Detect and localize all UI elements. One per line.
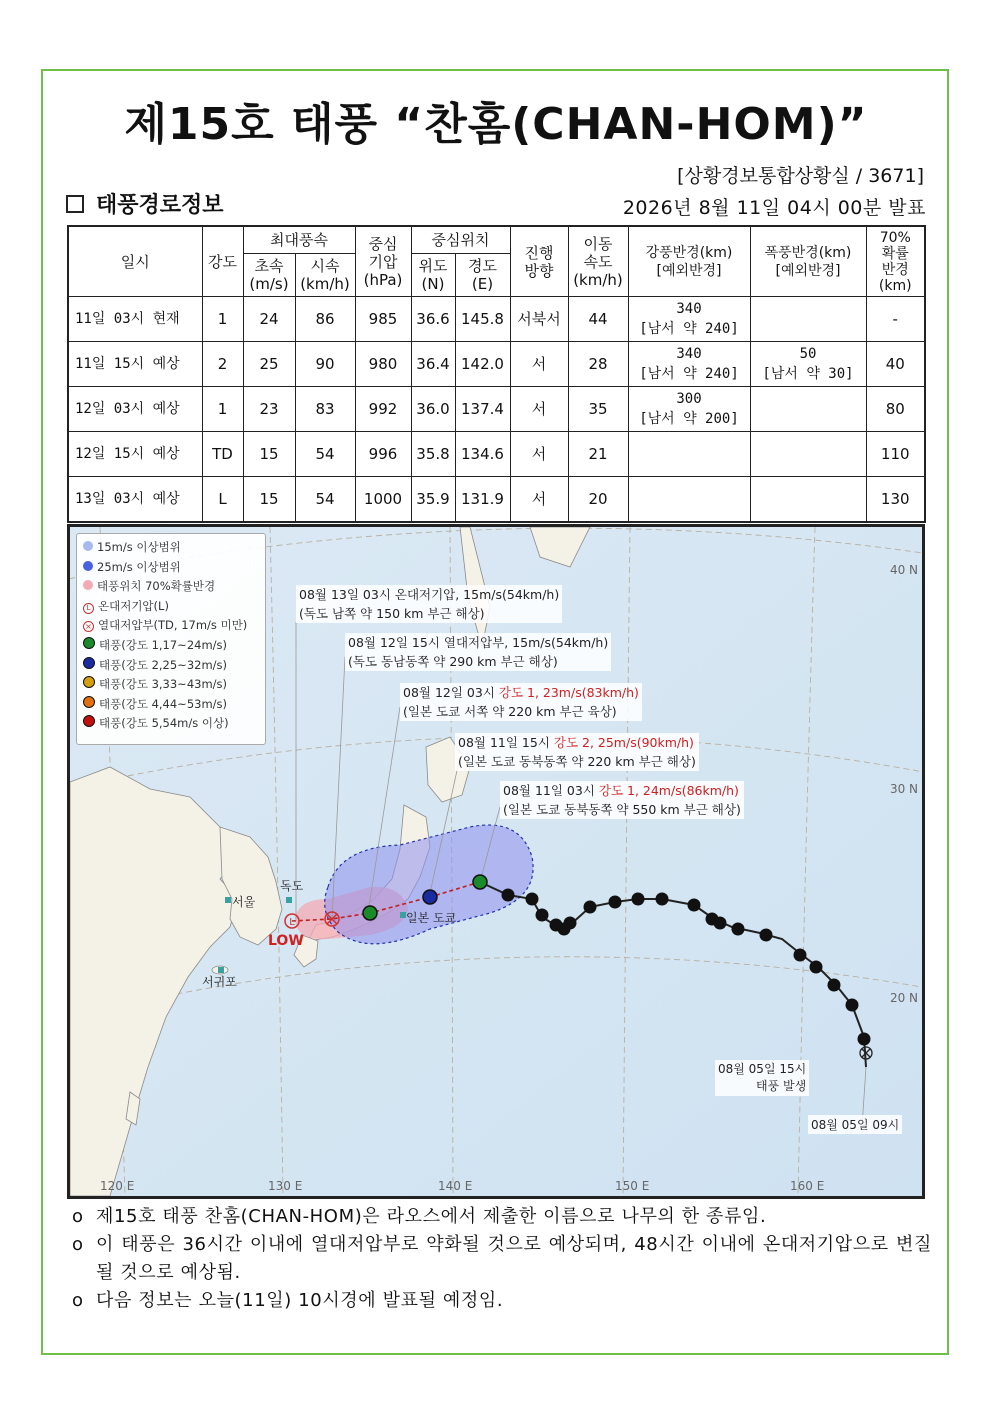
- typhoon-symbol: [858, 1033, 871, 1046]
- annotation-line1: [348, 633, 608, 652]
- typhoon-green-icon: [83, 638, 99, 652]
- annotation-location: (독도 동남동쪽 약 290 km 부근 해상): [348, 654, 558, 669]
- cell-time: 11일 15시 예상: [68, 342, 202, 387]
- cell-speed: 21: [568, 432, 628, 477]
- cell-direction: 서북서: [510, 297, 568, 342]
- gale-radius-exception: [남서 약 240]: [639, 321, 739, 337]
- note-bullet: o: [72, 1234, 84, 1255]
- annotation-location: (독도 남쪽 약 150 km 부근 해상): [299, 606, 485, 621]
- cell-time: 12일 15시 예상: [68, 432, 202, 477]
- track-annotation: [345, 633, 611, 671]
- cell-lat: 36.4: [411, 342, 455, 387]
- typhoon-symbol: [632, 893, 645, 906]
- cell-lat: 36.0: [411, 387, 455, 432]
- cell-pressure: 996: [355, 432, 411, 477]
- place-dokdo: 독도: [280, 879, 304, 893]
- track-annotation: [455, 733, 699, 771]
- cell-intensity: L: [202, 477, 243, 523]
- cell-gale-radius: [628, 432, 750, 477]
- forecast-typhoon-symbol: [423, 890, 437, 904]
- header-lat: 위도 (N): [411, 254, 455, 297]
- typhoon-orange-icon: [83, 697, 99, 711]
- cell-wind-kmh: 54: [295, 432, 355, 477]
- annotation-time: 08월 11일 03시: [503, 783, 599, 798]
- cell-wind-kmh: 83: [295, 387, 355, 432]
- cell-speed: 35: [568, 387, 628, 432]
- cell-gale-radius: [628, 477, 750, 523]
- legend-item: [83, 616, 259, 636]
- legend-item: [83, 656, 259, 676]
- genesis-time: 08월 05일 15시: [718, 1062, 807, 1076]
- annotation-intensity: 강도 1, 23m/s(83km/h): [498, 685, 639, 700]
- cell-prob-radius: 80: [866, 387, 925, 432]
- cell-speed: 44: [568, 297, 628, 342]
- typhoon-symbol: [714, 917, 727, 930]
- lat-label-30: 30 N: [889, 782, 918, 796]
- header-wind-kmh: 시속 (km/h): [295, 254, 355, 297]
- map-legend: [76, 533, 266, 745]
- cell-pressure: 992: [355, 387, 411, 432]
- legend-item: [83, 695, 259, 715]
- annotation-time: 08월 12일 03시: [403, 685, 499, 700]
- typhoon-symbol: [846, 999, 859, 1012]
- typhoon-symbol: [810, 961, 823, 974]
- annotation-time: 08월 13일 03시 온대저기압, 15m/s(54km/h): [299, 587, 560, 602]
- legend-label: 열대저압부(TD, 17m/s 미만): [98, 618, 248, 633]
- header-wind-ms: 초속 (m/s): [243, 254, 295, 297]
- low-label: LOW: [268, 933, 304, 949]
- typhoon-track-map: [67, 524, 925, 1199]
- header-prob-radius: 70% 확률 반경 (km): [866, 226, 925, 297]
- cell-prob-radius: -: [866, 297, 925, 342]
- annotation-time: 08월 12일 15시 열대저압부, 15m/s(54km/h): [348, 635, 609, 650]
- cell-wind-ms: 24: [243, 297, 295, 342]
- cell-lon: 142.0: [455, 342, 510, 387]
- cell-lon: 134.6: [455, 432, 510, 477]
- typhoon-symbol: [502, 889, 515, 902]
- typhoon-symbol: [828, 979, 841, 992]
- genesis-label: [715, 1060, 809, 1096]
- genesis-text: 태풍 발생: [756, 1079, 807, 1093]
- legend-label: 태풍(강도 2,25~32m/s): [99, 657, 228, 672]
- cell-storm-radius: [750, 297, 866, 342]
- typhoon-symbol: [760, 929, 773, 942]
- table-row: [68, 387, 925, 432]
- header-center: 중심위치: [411, 226, 510, 254]
- cell-intensity: 1: [202, 387, 243, 432]
- cell-prob-radius: 110: [866, 432, 925, 477]
- table-row: [68, 342, 925, 387]
- cell-pressure: 985: [355, 297, 411, 342]
- legend-item: [83, 675, 259, 695]
- lat-label-40: 40 N: [889, 563, 918, 577]
- annotation-line1: [503, 781, 741, 800]
- header-lon: 경도 (E): [455, 254, 510, 297]
- legend-item: [83, 597, 259, 617]
- legend-label: 태풍위치 70%확률반경: [97, 579, 216, 594]
- cell-wind-kmh: 86: [295, 297, 355, 342]
- cell-gale-radius: [628, 297, 750, 342]
- section-title: 태풍경로정보: [96, 193, 224, 218]
- cell-prob-radius: 130: [866, 477, 925, 523]
- annotation-line1: [299, 585, 559, 604]
- legend-label: 태풍(강도 1,17~24m/s): [99, 637, 228, 652]
- header-direction: 진행 방향: [510, 226, 568, 297]
- section-heading: [66, 188, 224, 219]
- lon-label-140: 140 E: [438, 1179, 473, 1193]
- legend-label: 15m/s 이상범위: [97, 540, 181, 554]
- typhoon-blue-icon: [83, 658, 99, 672]
- typhoon-symbol: [609, 896, 622, 909]
- cell-wind-ms: 15: [243, 477, 295, 523]
- cell-wind-ms: 15: [243, 432, 295, 477]
- legend-item: [83, 577, 259, 597]
- typhoon-symbol: [688, 899, 701, 912]
- track-annotation: [296, 585, 562, 623]
- cell-intensity: 2: [202, 342, 243, 387]
- note-text: 다음 정보는 오늘(11일) 10시경에 발표될 예정임.: [96, 1290, 504, 1311]
- note-item: [72, 1203, 932, 1231]
- track-annotation: [500, 781, 744, 819]
- legend-label: 태풍(강도 5,54m/s 이상): [99, 716, 229, 731]
- gale-radius-exception: [남서 약 240]: [639, 366, 739, 382]
- gale-radius-value: 340: [676, 346, 702, 362]
- legend-item: [83, 636, 259, 656]
- typhoon-symbol: [564, 917, 577, 930]
- note-text: 제15호 태풍 찬홈(CHAN-HOM)은 라오스에서 제출한 이름으로 나무의 한 종류임.: [96, 1206, 767, 1227]
- cell-direction: 서: [510, 387, 568, 432]
- annotation-line1: [458, 733, 696, 752]
- seoul-marker: [225, 897, 231, 903]
- typhoon-symbol: [794, 949, 807, 962]
- cell-wind-kmh: 90: [295, 342, 355, 387]
- origin-label: 08월 05일 09시: [808, 1115, 902, 1134]
- cell-gale-radius: [628, 387, 750, 432]
- cell-lon: 131.9: [455, 477, 510, 523]
- typhoon-track-table: [67, 225, 926, 523]
- tropical-depression-icon: ×: [83, 618, 98, 632]
- typhoon-symbol: [536, 909, 549, 922]
- header-storm-radius: 폭풍반경(km) [예외반경]: [750, 226, 866, 297]
- track-annotation: [400, 683, 642, 721]
- typhoon-red-icon: [83, 716, 99, 730]
- forecast-typhoon-symbol: [473, 875, 487, 889]
- lon-label-120: 120 E: [100, 1179, 135, 1193]
- issued-time: 2026년 8월 11일 04시 00분 발표: [622, 197, 926, 219]
- office-label: [상황경보통합상황실 / 3671]: [677, 165, 924, 187]
- legend-label: 태풍(강도 4,44~53m/s): [99, 696, 228, 711]
- gale-radius-value: 300: [676, 391, 702, 407]
- header-speed: 이동 속도 (km/h): [568, 226, 628, 297]
- cell-speed: 28: [568, 342, 628, 387]
- cell-lat: 36.6: [411, 297, 455, 342]
- page-title: 제15호 태풍 “찬홈(CHAN-HOM)”: [124, 99, 868, 150]
- typhoon-symbol: [732, 923, 745, 936]
- cell-wind-kmh: 54: [295, 477, 355, 523]
- cell-time: 13일 03시 예상: [68, 477, 202, 523]
- note-bullet: o: [72, 1206, 84, 1227]
- legend-label: 태풍(강도 3,33~43m/s): [99, 677, 228, 692]
- lon-label-160: 160 E: [790, 1179, 825, 1193]
- dokdo-marker: [286, 897, 292, 903]
- annotation-line1: [403, 683, 639, 702]
- gale-radius-exception: [남서 약 200]: [639, 411, 739, 427]
- light-blue-circle: [83, 540, 97, 554]
- annotation-intensity: 강도 1, 24m/s(86km/h): [598, 783, 739, 798]
- cell-lon: 137.4: [455, 387, 510, 432]
- legend-item: [83, 538, 259, 558]
- header-time: 일시: [68, 226, 202, 297]
- cell-storm-radius: [750, 342, 866, 387]
- typhoon-yellow-icon: [83, 677, 99, 691]
- forecast-typhoon-symbol: [363, 906, 377, 920]
- storm-radius-value: 50: [799, 346, 817, 362]
- storm-radius-exception: [남서 약 30]: [762, 366, 854, 382]
- typhoon-symbol: [526, 893, 539, 906]
- cell-storm-radius: [750, 477, 866, 523]
- lon-label-130: 130 E: [268, 1179, 303, 1193]
- place-seoul: 서울: [232, 895, 256, 909]
- gale-radius-value: 340: [676, 301, 702, 317]
- cell-time: 11일 03시 현재: [68, 297, 202, 342]
- place-seogwipo: 서귀포: [202, 975, 237, 989]
- cell-direction: 서: [510, 342, 568, 387]
- cell-storm-radius: [750, 387, 866, 432]
- annotation-location: (일본 도쿄 서쪽 약 220 km 부근 육상): [403, 704, 617, 719]
- annotation-time: 08월 11일 15시: [458, 735, 554, 750]
- notes: [72, 1203, 932, 1315]
- svg-text:L: L: [289, 917, 295, 928]
- annotation-location: (일본 도쿄 동북동쪽 약 220 km 부근 해상): [458, 754, 696, 769]
- cell-wind-ms: 25: [243, 342, 295, 387]
- cell-prob-radius: 40: [866, 342, 925, 387]
- header-gale-radius: 강풍반경(km) [예외반경]: [628, 226, 750, 297]
- cell-intensity: TD: [202, 432, 243, 477]
- header-pressure: 중심 기압 (hPa): [355, 226, 411, 297]
- typhoon-symbol: [584, 901, 597, 914]
- legend-item: [83, 714, 259, 734]
- cell-pressure: 1000: [355, 477, 411, 523]
- header-intensity: 강도: [202, 226, 243, 297]
- note-bullet: o: [72, 1290, 84, 1311]
- lon-label-150: 150 E: [615, 1179, 650, 1193]
- extratropical-low-icon: L: [83, 599, 98, 613]
- note-item: [72, 1231, 932, 1287]
- legend-label: 온대저기압(L): [98, 598, 169, 613]
- cell-direction: 서: [510, 432, 568, 477]
- note-item: [72, 1287, 932, 1315]
- cell-storm-radius: [750, 432, 866, 477]
- legend-label: 25m/s 이상범위: [97, 559, 181, 574]
- legend-item: [83, 558, 259, 578]
- blue-circle: [83, 560, 97, 574]
- cell-lat: 35.9: [411, 477, 455, 523]
- cell-pressure: 980: [355, 342, 411, 387]
- cell-direction: 서: [510, 477, 568, 523]
- annotation-intensity: 강도 2, 25m/s(90km/h): [553, 735, 694, 750]
- checkbox-square-icon: [66, 195, 84, 213]
- cell-lat: 35.8: [411, 432, 455, 477]
- annotation-location: (일본 도쿄 동북동쪽 약 550 km 부근 해상): [503, 802, 741, 817]
- table-row: [68, 432, 925, 477]
- cell-wind-ms: 23: [243, 387, 295, 432]
- cell-speed: 20: [568, 477, 628, 523]
- note-text: 이 태풍은 36시간 이내에 열대저압부로 약화될 것으로 예상되며, 48시간 이내에 온대저기압으로 변질될 것으로 예상됨.: [96, 1234, 932, 1283]
- cell-gale-radius: [628, 342, 750, 387]
- pink-circle: [83, 579, 97, 593]
- lat-label-20: 20 N: [889, 991, 918, 1005]
- place-tokyo: 일본 도쿄: [406, 911, 457, 925]
- typhoon-symbol: [656, 893, 669, 906]
- table-row: [68, 297, 925, 342]
- cell-intensity: 1: [202, 297, 243, 342]
- table-row: [68, 477, 925, 523]
- cell-time: 12일 03시 예상: [68, 387, 202, 432]
- header-max-wind: 최대풍속: [243, 226, 355, 254]
- cell-lon: 145.8: [455, 297, 510, 342]
